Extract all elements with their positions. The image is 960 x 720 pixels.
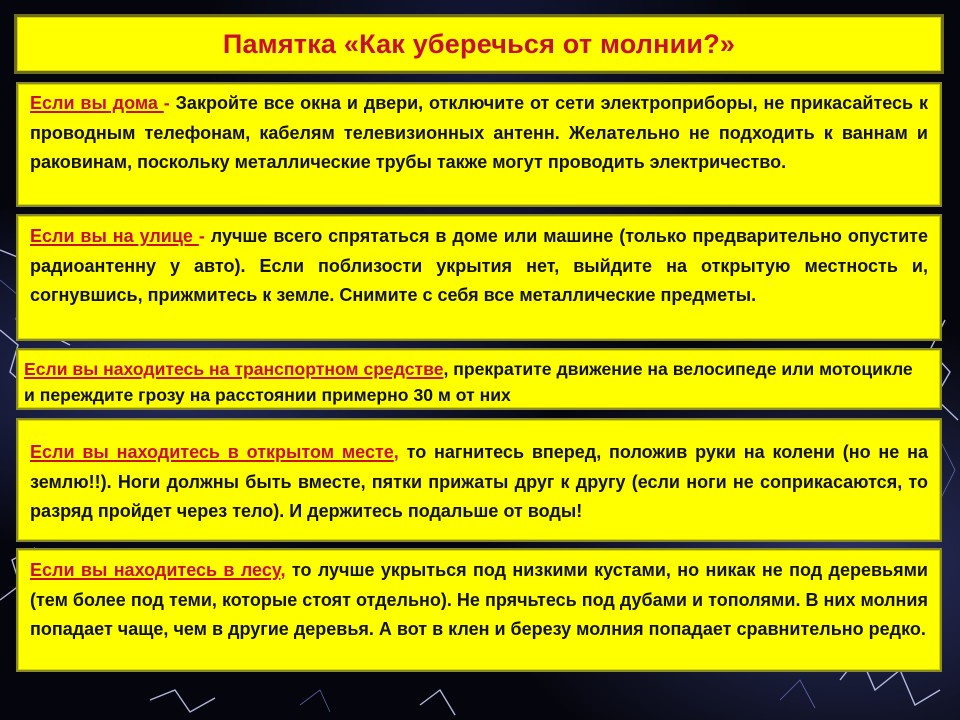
tip-heading: Если вы находитесь в лесу: [30, 560, 281, 580]
tip-text: [30, 556, 928, 645]
tip-heading: Если вы на улице: [30, 226, 199, 246]
tip-card-open-area: [16, 418, 942, 542]
tip-card-vehicle: [16, 348, 942, 410]
title-banner: [14, 14, 944, 74]
tip-text: [30, 438, 928, 527]
tip-body: , прекратите движение на велосипеде или мотоцикле и переждите грозу на расстоянии примерно 30 м от них: [24, 359, 913, 405]
tip-separator: -: [198, 226, 205, 246]
tip-card-street: [16, 214, 942, 341]
tip-card-forest: [16, 548, 942, 672]
tip-separator: ,: [280, 560, 286, 580]
tip-body: то лучше укрыться под низкими кустами, но никак не под деревьями (тем более под теми, которые стоят отдельно). Не прячьтесь под дубами и тополями. В них молния попадает чаще, чем в другие деревья. А вот в клен и березу молния попадает сравнительно редко.: [30, 560, 929, 639]
tip-card-home: [16, 82, 942, 207]
tip-body: лучше всего спрятаться в доме или машине (только предварительно опустите радиоантенну у авто). Если поблизости укрытия нет, выйдите на открытую местность и, согнувшись, прижмитесь к земле. Снимите с себя все металлические предметы.: [30, 226, 928, 305]
page-title: Памятка «Как уберечься от молнии?»: [222, 28, 736, 59]
tip-separator: ,: [393, 442, 399, 462]
tip-separator: -: [163, 93, 170, 113]
tip-heading: Если вы находитесь на транспортном средстве: [24, 359, 444, 379]
tip-text: [30, 89, 928, 178]
tip-body: Закройте все окна и двери, отключите от сети электроприборы, не прикасайтесь к проводным телефонам, кабелям телевизионных антенн. Желательно не подходить к ваннам и раковинам, поскольку металлические трубы также могут проводить электричество.: [30, 93, 928, 172]
tip-body: то нагнитесь вперед, положив руки на колени (но не на землю!!). Ноги должны быть вместе, пятки прижаты друг к другу (если ноги не соприкасаются, то разряд пройдет через тело). И держитесь подальше от воды!: [30, 442, 929, 521]
tip-heading: Если вы дома: [30, 93, 164, 113]
tip-text: [30, 222, 928, 311]
tip-text: [24, 356, 928, 408]
tip-heading: Если вы находитесь в открытом месте: [30, 442, 394, 462]
